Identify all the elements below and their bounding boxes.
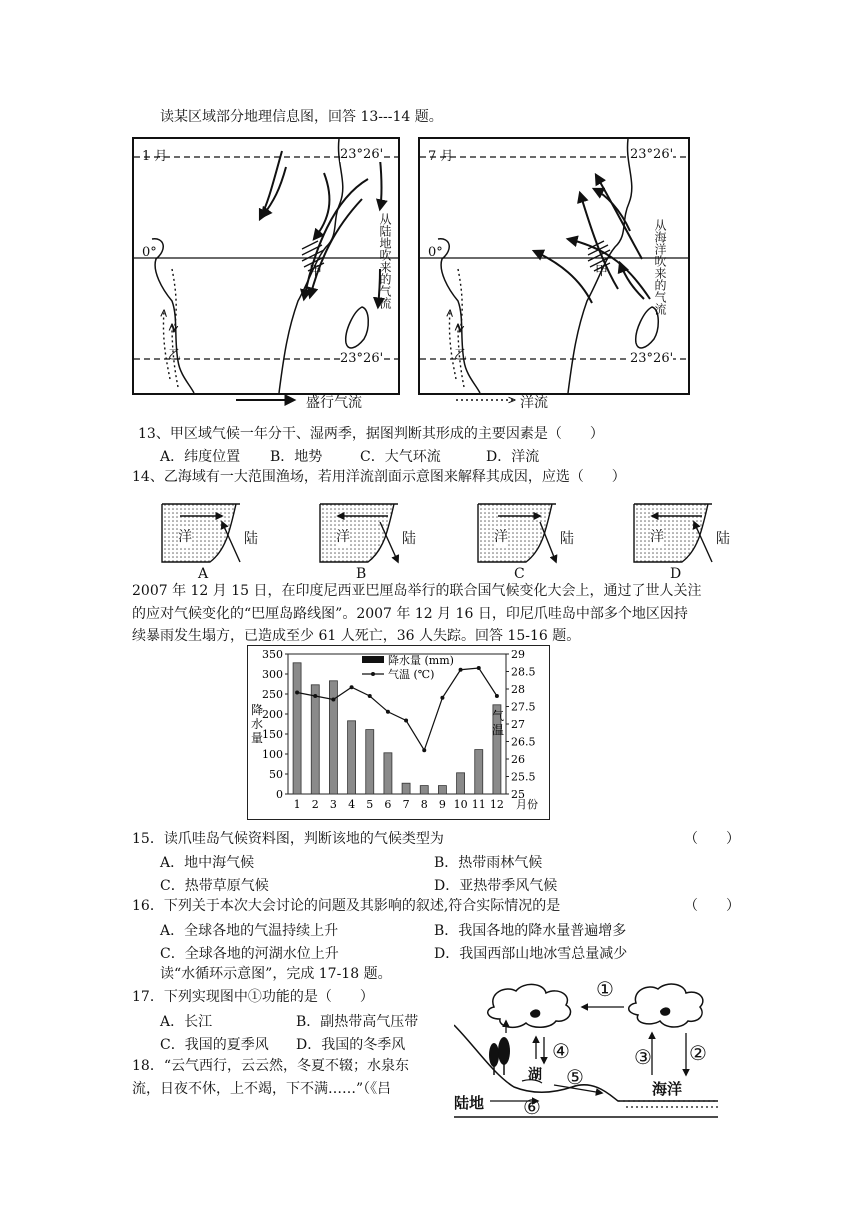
y2-tick-label: 27.5	[511, 700, 536, 714]
map-july-yi: 乙	[454, 348, 468, 363]
temp-point	[295, 691, 299, 695]
x-tick-label: 5	[366, 798, 374, 811]
q14-profile-land-label: 陆	[244, 531, 258, 547]
map-july-lat-top: 23°26'	[630, 147, 674, 162]
q14-profile-land-label: 陆	[560, 531, 574, 547]
y2-tick-label: 27	[511, 718, 525, 731]
y-axis-label-char: 水	[251, 717, 264, 731]
q14-profile-letter: B	[356, 566, 367, 582]
q17-option-a[interactable]: A．长江	[160, 1014, 213, 1030]
y-tick-label: 150	[262, 728, 283, 741]
y2-tick-label: 29	[511, 648, 525, 661]
y-tick-label: 50	[269, 768, 283, 781]
climate-chart-frame	[247, 645, 550, 820]
map-january-airflow-note: 从陆地吹来的气流	[378, 213, 392, 309]
q17-option-b[interactable]: B．副热带高气压带	[296, 1014, 419, 1030]
x-axis-label: 月份	[516, 798, 538, 811]
x-tick-label: 3	[329, 798, 337, 811]
passage-line-3: 续暴雨发生塌方，已造成至少 61 人死亡，36 人失踪。回答 15-16 题。	[132, 628, 581, 644]
legend-line-marker	[371, 672, 375, 676]
map-july	[418, 137, 690, 395]
x-tick-label: 8	[420, 798, 428, 811]
temp-point	[404, 719, 408, 723]
map-january-equator: 0°	[142, 245, 157, 260]
q16-stem: 16．下列关于本次大会讨论的问题及其影响的叙述,符合实际情况的是	[132, 898, 561, 914]
q14-profile-b[interactable]	[318, 500, 428, 582]
x-tick-label: 12	[489, 798, 504, 811]
precip-bar	[384, 753, 392, 794]
q14-profile-land-label: 陆	[716, 531, 730, 547]
passage-line-2: 的应对气候变化的“巴厘岛路线图”。2007 年 12 月 16 日，印尼爪哇岛中部多个地区因持	[132, 606, 688, 622]
q14-profile-letter: C	[514, 566, 525, 582]
precip-bar	[348, 721, 356, 794]
q17-option-c[interactable]: C．我国的夏季风	[160, 1037, 269, 1053]
water-cycle-label-5: ⑤	[566, 1065, 584, 1089]
y-tick-label: 200	[262, 708, 283, 721]
intro-13-14: 读某区域部分地理信息图，回答 13---14 题。	[160, 109, 443, 125]
legend-wind-label: 盛行气流	[306, 395, 362, 411]
water-cycle-label-3: ③	[634, 1045, 652, 1069]
y2-tick-label: 26.5	[511, 735, 536, 749]
water-cycle-land: 陆地	[454, 1094, 485, 1112]
q16-paren: （ ）	[684, 898, 740, 914]
temp-point	[459, 668, 463, 672]
x-tick-label: 2	[311, 798, 319, 811]
q18-line-1: 18．“云气西行，云云然，冬夏不辍；水泉东	[132, 1058, 409, 1074]
temp-point	[368, 694, 372, 698]
q16-option-b[interactable]: B．我国各地的降水量普遍增多	[434, 923, 627, 939]
q18-line-2: 流，日夜不休，上不竭，下不满……”（《吕	[132, 1081, 392, 1097]
y2-tick-label: 25.5	[511, 770, 536, 784]
intro-17-18: 读“水循环示意图”，完成 17-18 题。	[160, 966, 392, 982]
q17-option-d[interactable]: D．我国的冬季风	[296, 1037, 406, 1053]
precip-bar	[402, 783, 410, 794]
x-tick-label: 6	[384, 798, 392, 811]
water-cycle-ocean: 海洋	[652, 1080, 683, 1098]
q14-profile-letter: D	[670, 566, 682, 582]
map-july-month: 7 月	[428, 149, 454, 164]
map-july-jia: 甲	[595, 264, 609, 279]
y-tick-label: 300	[262, 668, 283, 681]
map-january-yi: 乙	[168, 348, 182, 363]
q14-profile-sea-label: 洋	[336, 526, 350, 546]
y-tick-label: 350	[262, 648, 283, 661]
precip-bar	[366, 730, 374, 794]
map-july-equator: 0°	[428, 245, 443, 260]
q14-profile-land-label: 陆	[402, 531, 416, 547]
water-cycle-label-2: ②	[689, 1041, 707, 1065]
precip-bar	[293, 663, 301, 794]
passage-line-1: 2007 年 12 月 15 日，在印度尼西亚巴厘岛举行的联合国气候变化大会上，通过了世人关注	[132, 583, 702, 599]
x-tick-label: 10	[453, 798, 468, 811]
map-january	[132, 137, 400, 395]
q15-stem: 15．读爪哇岛气候资料图，判断该地的气候类型为	[132, 831, 444, 847]
q15-option-b[interactable]: B．热带雨林气候	[434, 855, 543, 871]
x-tick-label: 4	[348, 798, 356, 811]
map-july-lat-bottom: 23°26'	[630, 351, 674, 366]
y2-tick-label: 25	[511, 788, 525, 801]
climate-chart	[248, 646, 549, 819]
temp-point	[350, 685, 354, 689]
q14-profile-sea-label: 洋	[650, 526, 664, 546]
y2-tick-label: 28.5	[511, 665, 536, 679]
water-cycle-lake: 湖	[528, 1067, 542, 1083]
y2-axis-label-char: 气	[492, 709, 505, 723]
q16-option-a[interactable]: A．全球各地的气温持续上升	[160, 923, 339, 939]
q13-option-b[interactable]: B．地势	[270, 449, 323, 465]
q16-option-d[interactable]: D．我国西部山地冰雪总量减少	[434, 946, 628, 962]
temp-point	[422, 748, 426, 752]
water-cycle-label-6: ⑥	[523, 1095, 541, 1119]
legend-temp-label: 气温 (℃)	[388, 668, 435, 681]
q14-profile-a[interactable]	[160, 500, 270, 582]
precip-bar	[457, 773, 465, 794]
water-cycle-diagram	[454, 975, 718, 1120]
map-january-lat-top: 23°26'	[340, 147, 384, 162]
q13-option-d[interactable]: D．洋流	[486, 449, 540, 465]
precip-bar	[420, 786, 428, 794]
y2-tick-label: 28	[511, 683, 525, 696]
x-tick-label: 1	[293, 798, 301, 811]
precip-bar	[475, 750, 483, 794]
map-july-airflow-note: 从海洋吹来的气流	[653, 219, 667, 315]
precip-bar	[438, 786, 446, 794]
map-january-lat-bottom: 23°26'	[340, 351, 384, 366]
temp-point	[331, 698, 335, 702]
map-legend	[232, 390, 632, 414]
y-tick-label: 100	[262, 748, 283, 761]
q16-option-c[interactable]: C．全球各地的河湖水位上升	[160, 946, 339, 962]
legend-current-label: 洋流	[520, 395, 548, 411]
x-tick-label: 11	[471, 798, 486, 811]
precip-bar	[311, 685, 319, 794]
q15-option-a[interactable]: A．地中海气候	[160, 855, 255, 871]
x-tick-label: 9	[438, 798, 446, 811]
y2-tick-label: 26	[511, 753, 525, 766]
q15-paren: （ ）	[684, 831, 740, 847]
temp-point	[440, 696, 444, 700]
temp-point	[495, 694, 499, 698]
q14-profile-sea-label: 洋	[494, 526, 508, 546]
y-tick-label: 0	[276, 788, 283, 801]
water-cycle-label-1: ①	[596, 977, 614, 1001]
y-axis-label-char: 降	[251, 703, 264, 717]
temp-point	[313, 694, 317, 698]
q17-stem: 17．下列实现图中①功能的是（ ）	[132, 989, 374, 1005]
q14-profile-sea-label: 洋	[178, 526, 192, 546]
water-cycle-label-4: ④	[552, 1039, 570, 1063]
q13-stem: 13、甲区域气候一年分干、湿两季，据图判断其形成的主要因素是（ ）	[138, 426, 604, 442]
x-tick-label: 7	[402, 798, 410, 811]
q14-stem: 14、乙海域有一大范围渔场，若用洋流剖面示意图来解释其成因，应选（ ）	[132, 469, 626, 485]
y-axis-label-char: 量	[251, 731, 264, 745]
q14-profile-c[interactable]	[476, 500, 586, 582]
map-january-month: 1 月	[142, 149, 168, 164]
temp-point	[386, 710, 390, 714]
y-tick-label: 250	[262, 688, 283, 701]
y2-axis-label-char: 温	[492, 723, 505, 737]
q13-option-c[interactable]: C．大气环流	[360, 449, 441, 465]
q14-profile-letter: A	[198, 566, 209, 582]
legend-bar-swatch	[362, 656, 384, 663]
q13-option-a[interactable]: A．纬度位置	[160, 449, 241, 465]
map-january-jia: 甲	[309, 264, 323, 279]
q14-profile-d[interactable]	[632, 500, 742, 582]
q15-option-c[interactable]: C．热带草原气候	[160, 878, 269, 894]
legend-precip-label: 降水量 (mm)	[388, 654, 454, 667]
temp-point	[477, 666, 481, 670]
q15-option-d[interactable]: D．亚热带季风气候	[434, 878, 558, 894]
